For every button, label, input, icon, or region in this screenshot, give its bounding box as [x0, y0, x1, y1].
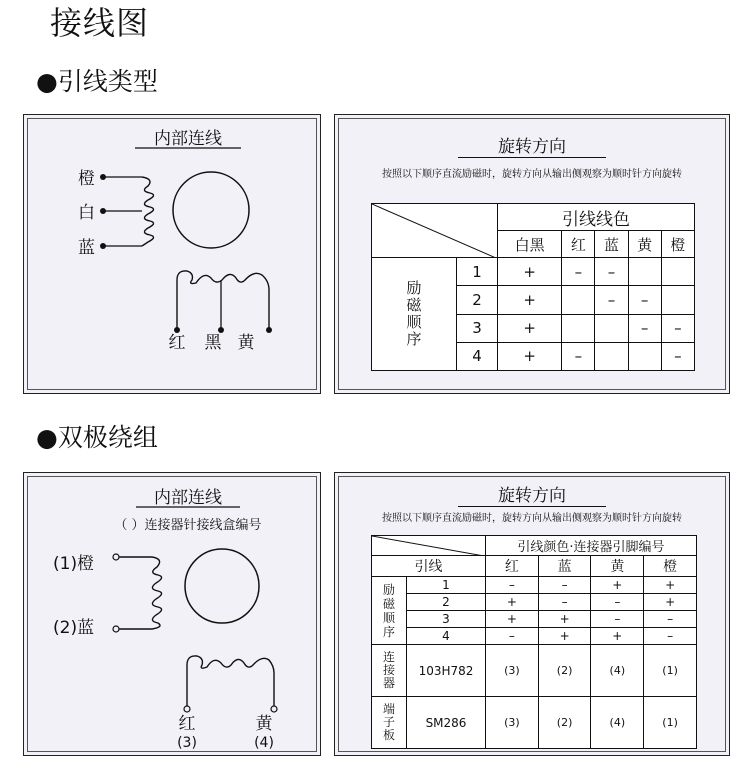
table2-terminal-pin: (4): [591, 697, 644, 749]
panel2-heading: 旋转方向: [458, 137, 606, 158]
table1-cell: [628, 258, 661, 286]
table2-cell: +: [486, 594, 539, 611]
page-title: 接线图: [50, 4, 150, 42]
table2-cell: +: [538, 611, 591, 628]
table2-cell: –: [644, 611, 697, 628]
section-heading-bipolar: ●双极绕组: [36, 423, 158, 452]
table1-cell: –: [661, 342, 694, 370]
table2-terminal-label: 端 子 板: [372, 697, 407, 749]
table1-step: 4: [457, 342, 498, 370]
lead-label-red-2: 红: [178, 714, 196, 734]
table2-terminal-model: SM286: [407, 697, 486, 749]
table1-row-label: 励 磁 顺 序: [372, 258, 457, 371]
table2-connector-pin: (2): [538, 645, 591, 697]
table2-step: 3: [407, 611, 486, 628]
table2-terminal-pin: (2): [538, 697, 591, 749]
wiring-diagram-1: [24, 115, 322, 395]
table2-lead-label: 引线: [372, 556, 486, 577]
table1-cell: [562, 286, 595, 314]
table2-corner: [372, 536, 486, 556]
excitation-table-2: [371, 535, 697, 749]
lead-label-red: 红: [168, 333, 186, 353]
table2-cell: –: [486, 628, 539, 645]
table2-cell: –: [644, 628, 697, 645]
table1-cell: [595, 342, 628, 370]
section-heading-lead-type: ●引线类型: [36, 67, 158, 96]
table2-connector-pin: (1): [644, 645, 697, 697]
table2-col-red: 红: [486, 556, 539, 577]
table1-cell: [595, 314, 628, 342]
table2-col-orange: 橙: [644, 556, 697, 577]
lead-label-white: 白: [78, 203, 95, 223]
table2-col-blue: 蓝: [538, 556, 591, 577]
table2-cell: –: [486, 577, 539, 594]
rotor-circle-2: [185, 549, 259, 623]
panel-rotation-direction-2: [334, 472, 730, 756]
panel-internal-wiring-1: [23, 114, 321, 394]
table1-cell: +: [498, 314, 562, 342]
table1-cell: –: [595, 258, 628, 286]
table2-cell: +: [486, 611, 539, 628]
lead-label-black: 黑: [204, 333, 222, 353]
table1-cell: [628, 342, 661, 370]
lead-num-3: (3): [177, 735, 197, 751]
table2-cell: +: [644, 594, 697, 611]
table1-cell: –: [562, 258, 595, 286]
table2-row-label: 励 磁 顺 序: [372, 577, 407, 645]
panel4-heading: 旋转方向: [458, 486, 606, 507]
table1-cell: –: [628, 286, 661, 314]
table2-cell: –: [538, 594, 591, 611]
table1-col-whiteblack: 白黑: [498, 231, 562, 258]
table2-connector-pin: (3): [486, 645, 539, 697]
panel-internal-wiring-2: [23, 472, 321, 756]
table2-col-yellow: 黄: [591, 556, 644, 577]
table2-connector-model: 103H782: [407, 645, 486, 697]
table1-cell: [661, 258, 694, 286]
lead-label-1-orange: (1)橙: [53, 554, 95, 574]
panel1-heading: 内部连线: [154, 129, 222, 149]
table2-step: 2: [407, 594, 486, 611]
panel-rotation-direction-1: [334, 114, 730, 394]
lead-label-yellow-2: 黄: [255, 714, 273, 734]
table2-terminal-pin: (1): [644, 697, 697, 749]
panel4-note: 按照以下顺序直流励磁时，旋转方向从输出侧观察为顺时针方向旋转: [382, 513, 682, 524]
table1-corner: [372, 204, 498, 258]
table1-col-blue: 蓝: [595, 231, 628, 258]
panel3-heading: 内部连线: [154, 488, 222, 508]
table1-col-yellow: 黄: [628, 231, 661, 258]
stator-coil-bottom: [177, 271, 269, 330]
lead-label-orange: 橙: [78, 169, 95, 189]
table2-cell: +: [644, 577, 697, 594]
excitation-table-1: [371, 203, 695, 371]
wiring-diagram-2: [24, 473, 322, 757]
table1-cell: [661, 286, 694, 314]
table1-cell: +: [498, 286, 562, 314]
table2-group-header: 引线颜色·连接器引脚编号: [486, 536, 697, 556]
table1-cell: +: [498, 258, 562, 286]
panel2-note: 按照以下顺序直流励磁时，旋转方向从输出侧观察为顺时针方向旋转: [382, 169, 682, 180]
lead-label-2-blue: (2)蓝: [53, 618, 95, 638]
table1-step: 2: [457, 286, 498, 314]
table2-cell: +: [538, 628, 591, 645]
table2-cell: –: [591, 594, 644, 611]
table1-cell: [562, 314, 595, 342]
table1-cell: –: [628, 314, 661, 342]
table1-col-red: 红: [562, 231, 595, 258]
table2-step: 4: [407, 628, 486, 645]
table2-terminal-pin: (3): [486, 697, 539, 749]
stator-coil-b: [187, 656, 274, 706]
lead-label-yellow: 黄: [237, 333, 255, 353]
rotor-circle: [173, 172, 249, 248]
table2-step: 1: [407, 577, 486, 594]
table2-cell: –: [538, 577, 591, 594]
table2-cell: +: [591, 628, 644, 645]
table1-col-orange: 橙: [661, 231, 694, 258]
lead-label-blue: 蓝: [78, 238, 95, 258]
table2-cell: +: [591, 577, 644, 594]
panel3-subheading: （ ）连接器针接线盒编号: [114, 518, 262, 533]
lead-num-4: (4): [254, 735, 274, 751]
table1-cell: –: [595, 286, 628, 314]
table2-cell: –: [591, 611, 644, 628]
table1-step: 3: [457, 314, 498, 342]
table1-cell: +: [498, 342, 562, 370]
table1-step: 1: [457, 258, 498, 286]
stator-coil-left: [142, 177, 154, 246]
table2-connector-label: 连 接 器: [372, 645, 407, 697]
stator-coil-a: [119, 557, 162, 629]
table1-cell: –: [661, 314, 694, 342]
table1-group-header: 引线线色: [498, 204, 695, 231]
table2-connector-pin: (4): [591, 645, 644, 697]
table1-cell: –: [562, 342, 595, 370]
